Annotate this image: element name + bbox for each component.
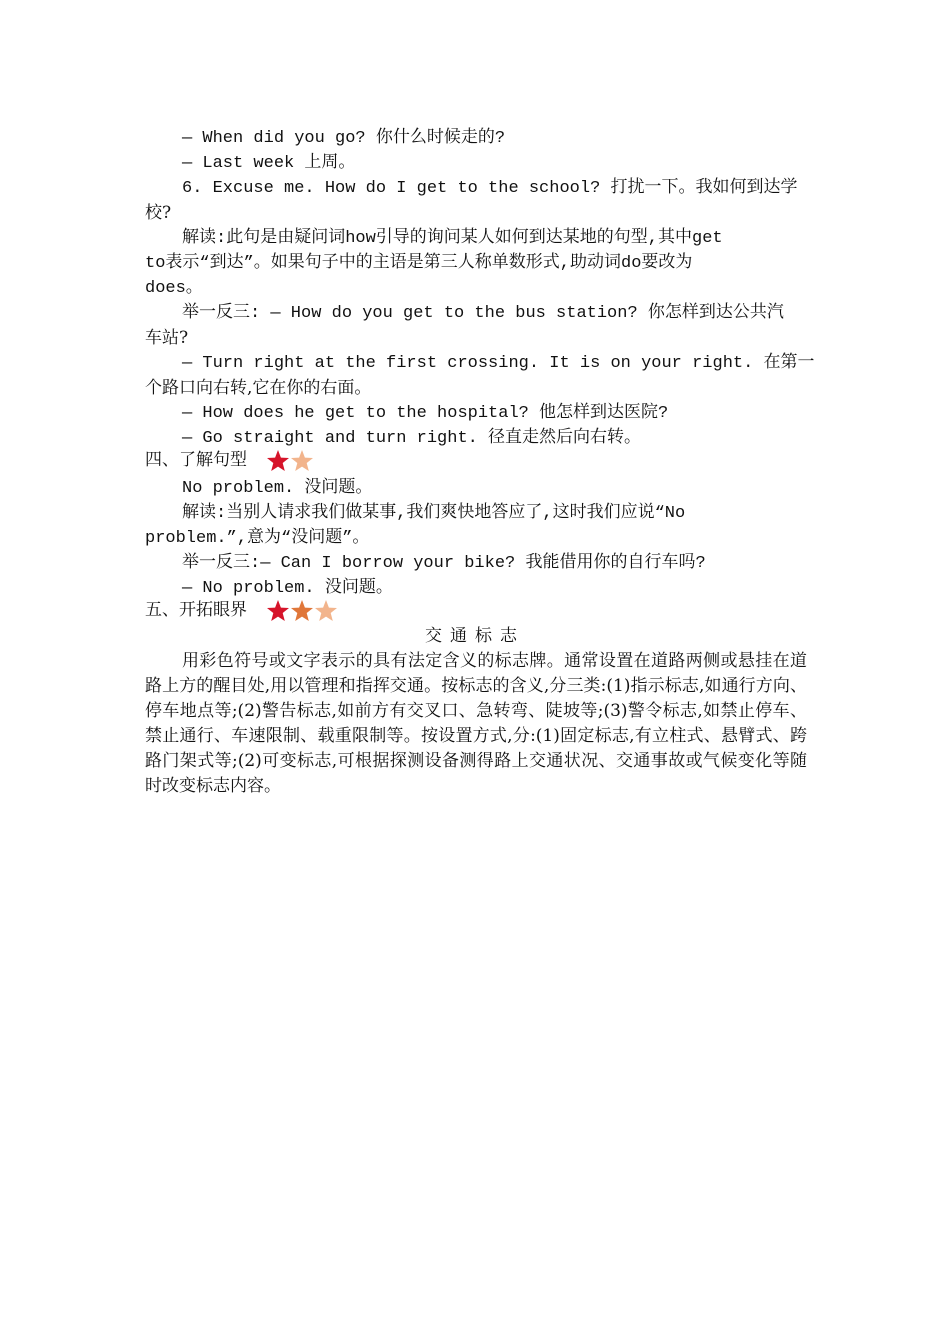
star-icon: [289, 599, 315, 623]
key-sentence: No problem. 没问题。: [182, 479, 373, 498]
section-heading-4: [145, 448, 805, 473]
article-body: 用彩色符号或文字表示的具有法定含义的标志牌。通常设置在道路两侧或悬挂在道路上方的醒目处,用以管理和指挥交通。按标志的含义,分三类:(1)指示标志,如通行方向、停车地点等;(2)警告标志,如前方有交叉口、急转弯、陡坡等;(3)警令标志,如禁止停车、禁止通行、车速限制、载重限制等。按设置方式,分:(1)固定标志,有立柱式、悬臂式、跨路门架式等;(2)可变标志,可根据探测设备测得路上交通状况、交通事故或气候变化等随时改变标志内容。: [145, 651, 807, 796]
explanation-line: does。: [145, 279, 203, 298]
star-icon: [265, 449, 291, 473]
difficulty-rating: [265, 449, 313, 473]
section-title: 五、开拓眼界: [145, 600, 247, 620]
example-sentence-cont: 校?: [145, 203, 172, 223]
section-title: 四、了解句型: [145, 450, 247, 470]
difficulty-rating: [265, 599, 337, 623]
explanation-line: to表示“到达”。如果句子中的主语是第三人称单数形式,助动词do要改为: [145, 254, 693, 273]
dialogue-line: — When did you go? 你什么时候走的?: [182, 129, 506, 148]
section-heading-5: [145, 598, 805, 623]
dialogue-line: — Last week 上周。: [182, 154, 356, 173]
example-sentence: 6. Excuse me. How do I get to the school? 打扰一下。我如何到达学: [182, 179, 798, 198]
practice-line: 举一反三:— Can I borrow your bike? 我能借用你的自行车吗?: [182, 554, 706, 573]
star-icon: [289, 449, 315, 473]
practice-line-cont: 车站?: [145, 328, 189, 348]
dialogue-line: — No problem. 没问题。: [182, 579, 393, 598]
dialogue-line: — Turn right at the first crossing. It is on your right. 在第一: [182, 354, 815, 373]
star-icon: [313, 599, 339, 623]
dialogue-line-cont: 个路口向右转,它在你的右面。: [145, 378, 372, 398]
explanation-line: 解读:当别人请求我们做某事,我们爽快地答应了,这时我们应说“No: [182, 504, 686, 523]
explanation-line: 解读:此句是由疑问词how引导的询问某人如何到达某地的句型,其中get: [182, 229, 723, 248]
explanation-line: problem.”,意为“没问题”。: [145, 529, 370, 548]
practice-line: 举一反三: — How do you get to the bus station? 你怎样到达公共汽: [182, 304, 784, 323]
dialogue-line: — How does he get to the hospital? 他怎样到达医院?: [182, 404, 669, 423]
article-title: 交通标志: [425, 626, 525, 646]
dialogue-line: — Go straight and turn right. 径直走然后向右转。: [182, 429, 642, 448]
star-icon: [265, 599, 291, 623]
